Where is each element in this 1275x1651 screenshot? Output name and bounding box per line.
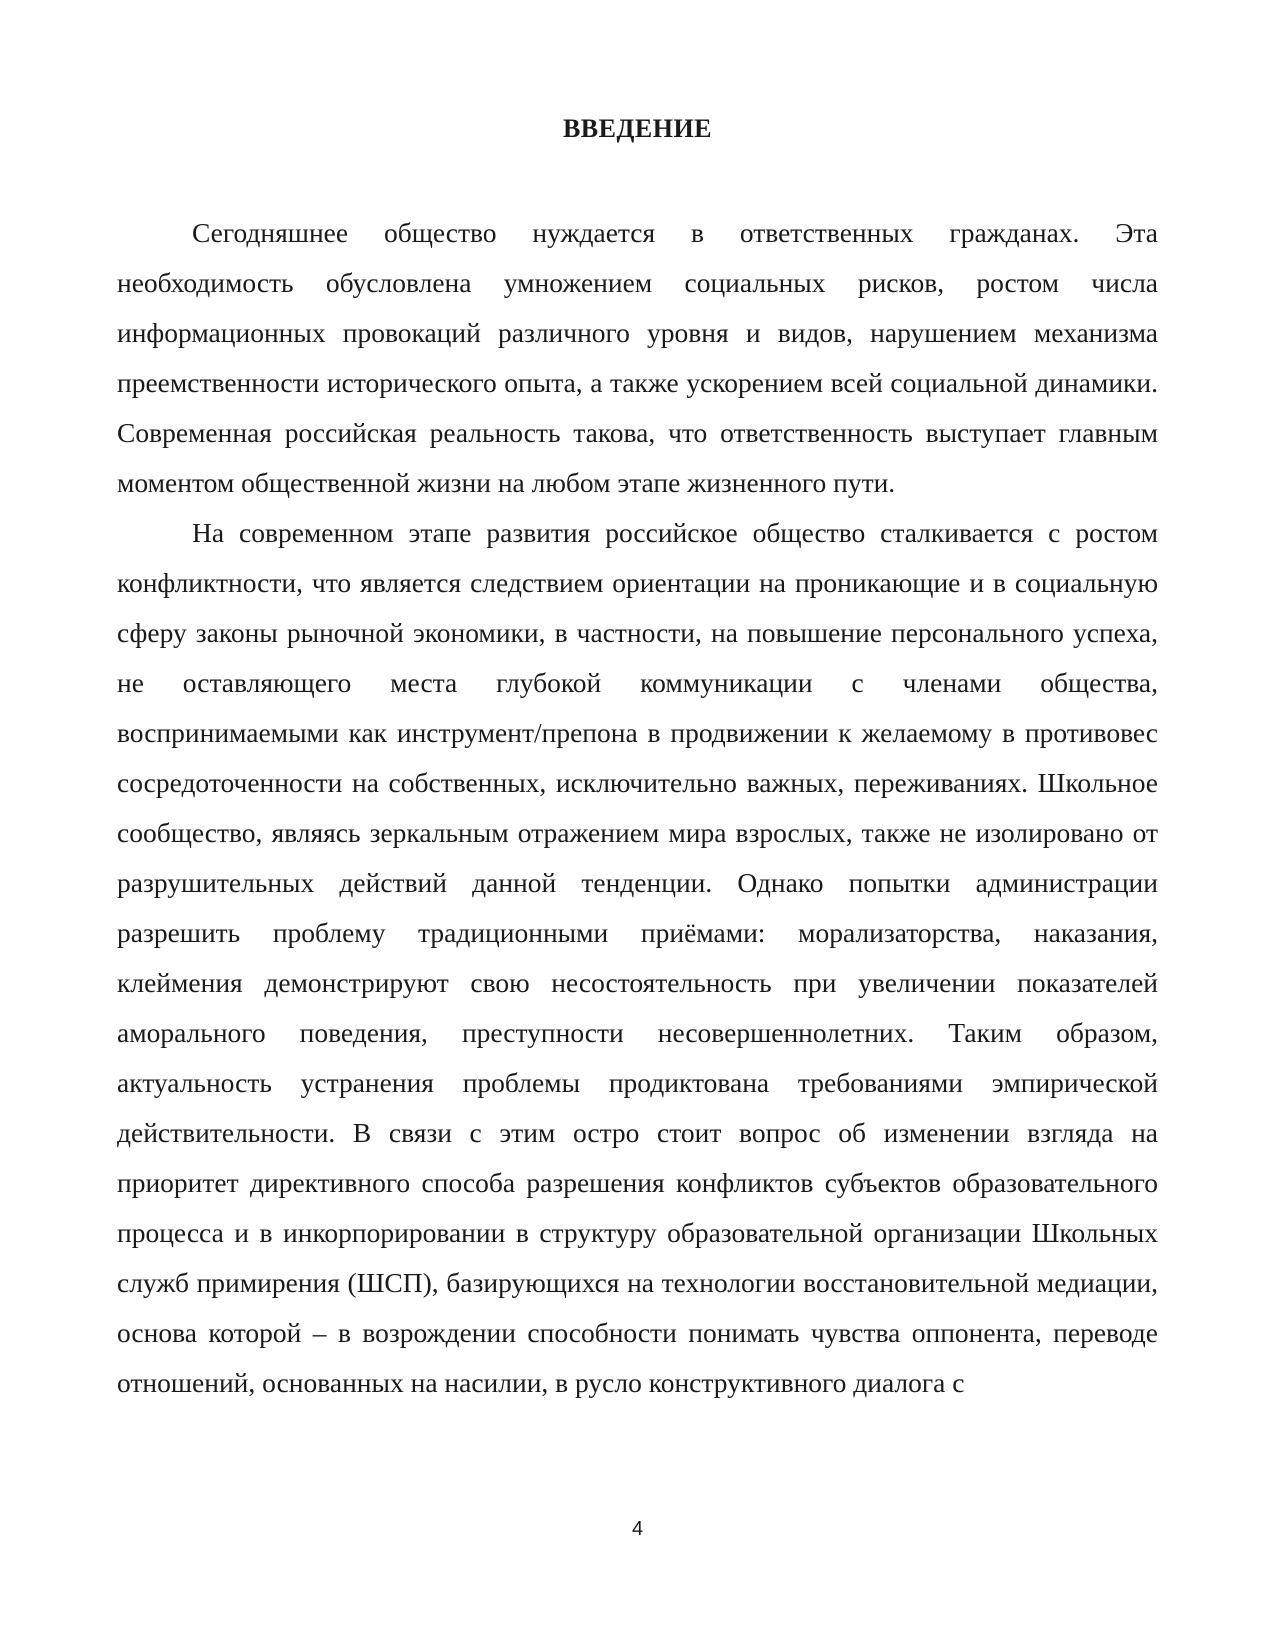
paragraph-1: Сегодняшнее общество нуждается в ответственных гражданах. Эта необходимость обусловлена умножением социальных рисков, ростом числа информационных провокаций различного уровня и видов, нарушением механизма преемственности исторического опыта, а также ускорением всей социальной динамики. Современная российская реальность такова, что ответственность выступает главным моментом общественной жизни на любом этапе жизненного пути. (117, 217, 1158, 498)
paragraph-2: На современном этапе развития российское общество сталкивается с ростом конфликтности, что является следствием ориентации на проникающие и в социальную сферу законы рыночной экономики, в частности, на повышение персонального успеха, не оставляющего места глубокой коммуникации с членами общества, воспринимаемыми как инструмент/препона в продвижении к желаемому в противовес сосредоточенности на собственных, исключительно важных, переживаниях. Школьное сообщество, являясь зеркальным отражением мира взрослых, также не изолировано от разрушительных действий данной тенденции. Однако попытки администрации разрешить проблему традиционными приёмами: морализаторства, наказания, клеймения демонстрируют свою несостоятельность при увеличении показателей аморального поведения, преступности несовершеннолетних. Таким образом, актуальность устранения проблемы продиктована требованиями эмпирической действительности. В связи с этим остро стоит вопрос об изменении взгляда на приоритет директивного способа разрешения конфликтов субъектов образовательного процесса и в инкорпорировании в структуру образовательной организации Школьных служб примирения (ШСП), базирующихся на технологии восстановительной медиации, основа которой – в возрождении способности понимать чувства оппонента, переводе отношений, основанных на насилии, в русло конструктивного диалога с (117, 517, 1158, 1398)
body-text (117, 208, 1158, 1408)
section-heading: ВВЕДЕНИЕ (562, 114, 713, 143)
page-number: 4 (631, 1518, 644, 1540)
